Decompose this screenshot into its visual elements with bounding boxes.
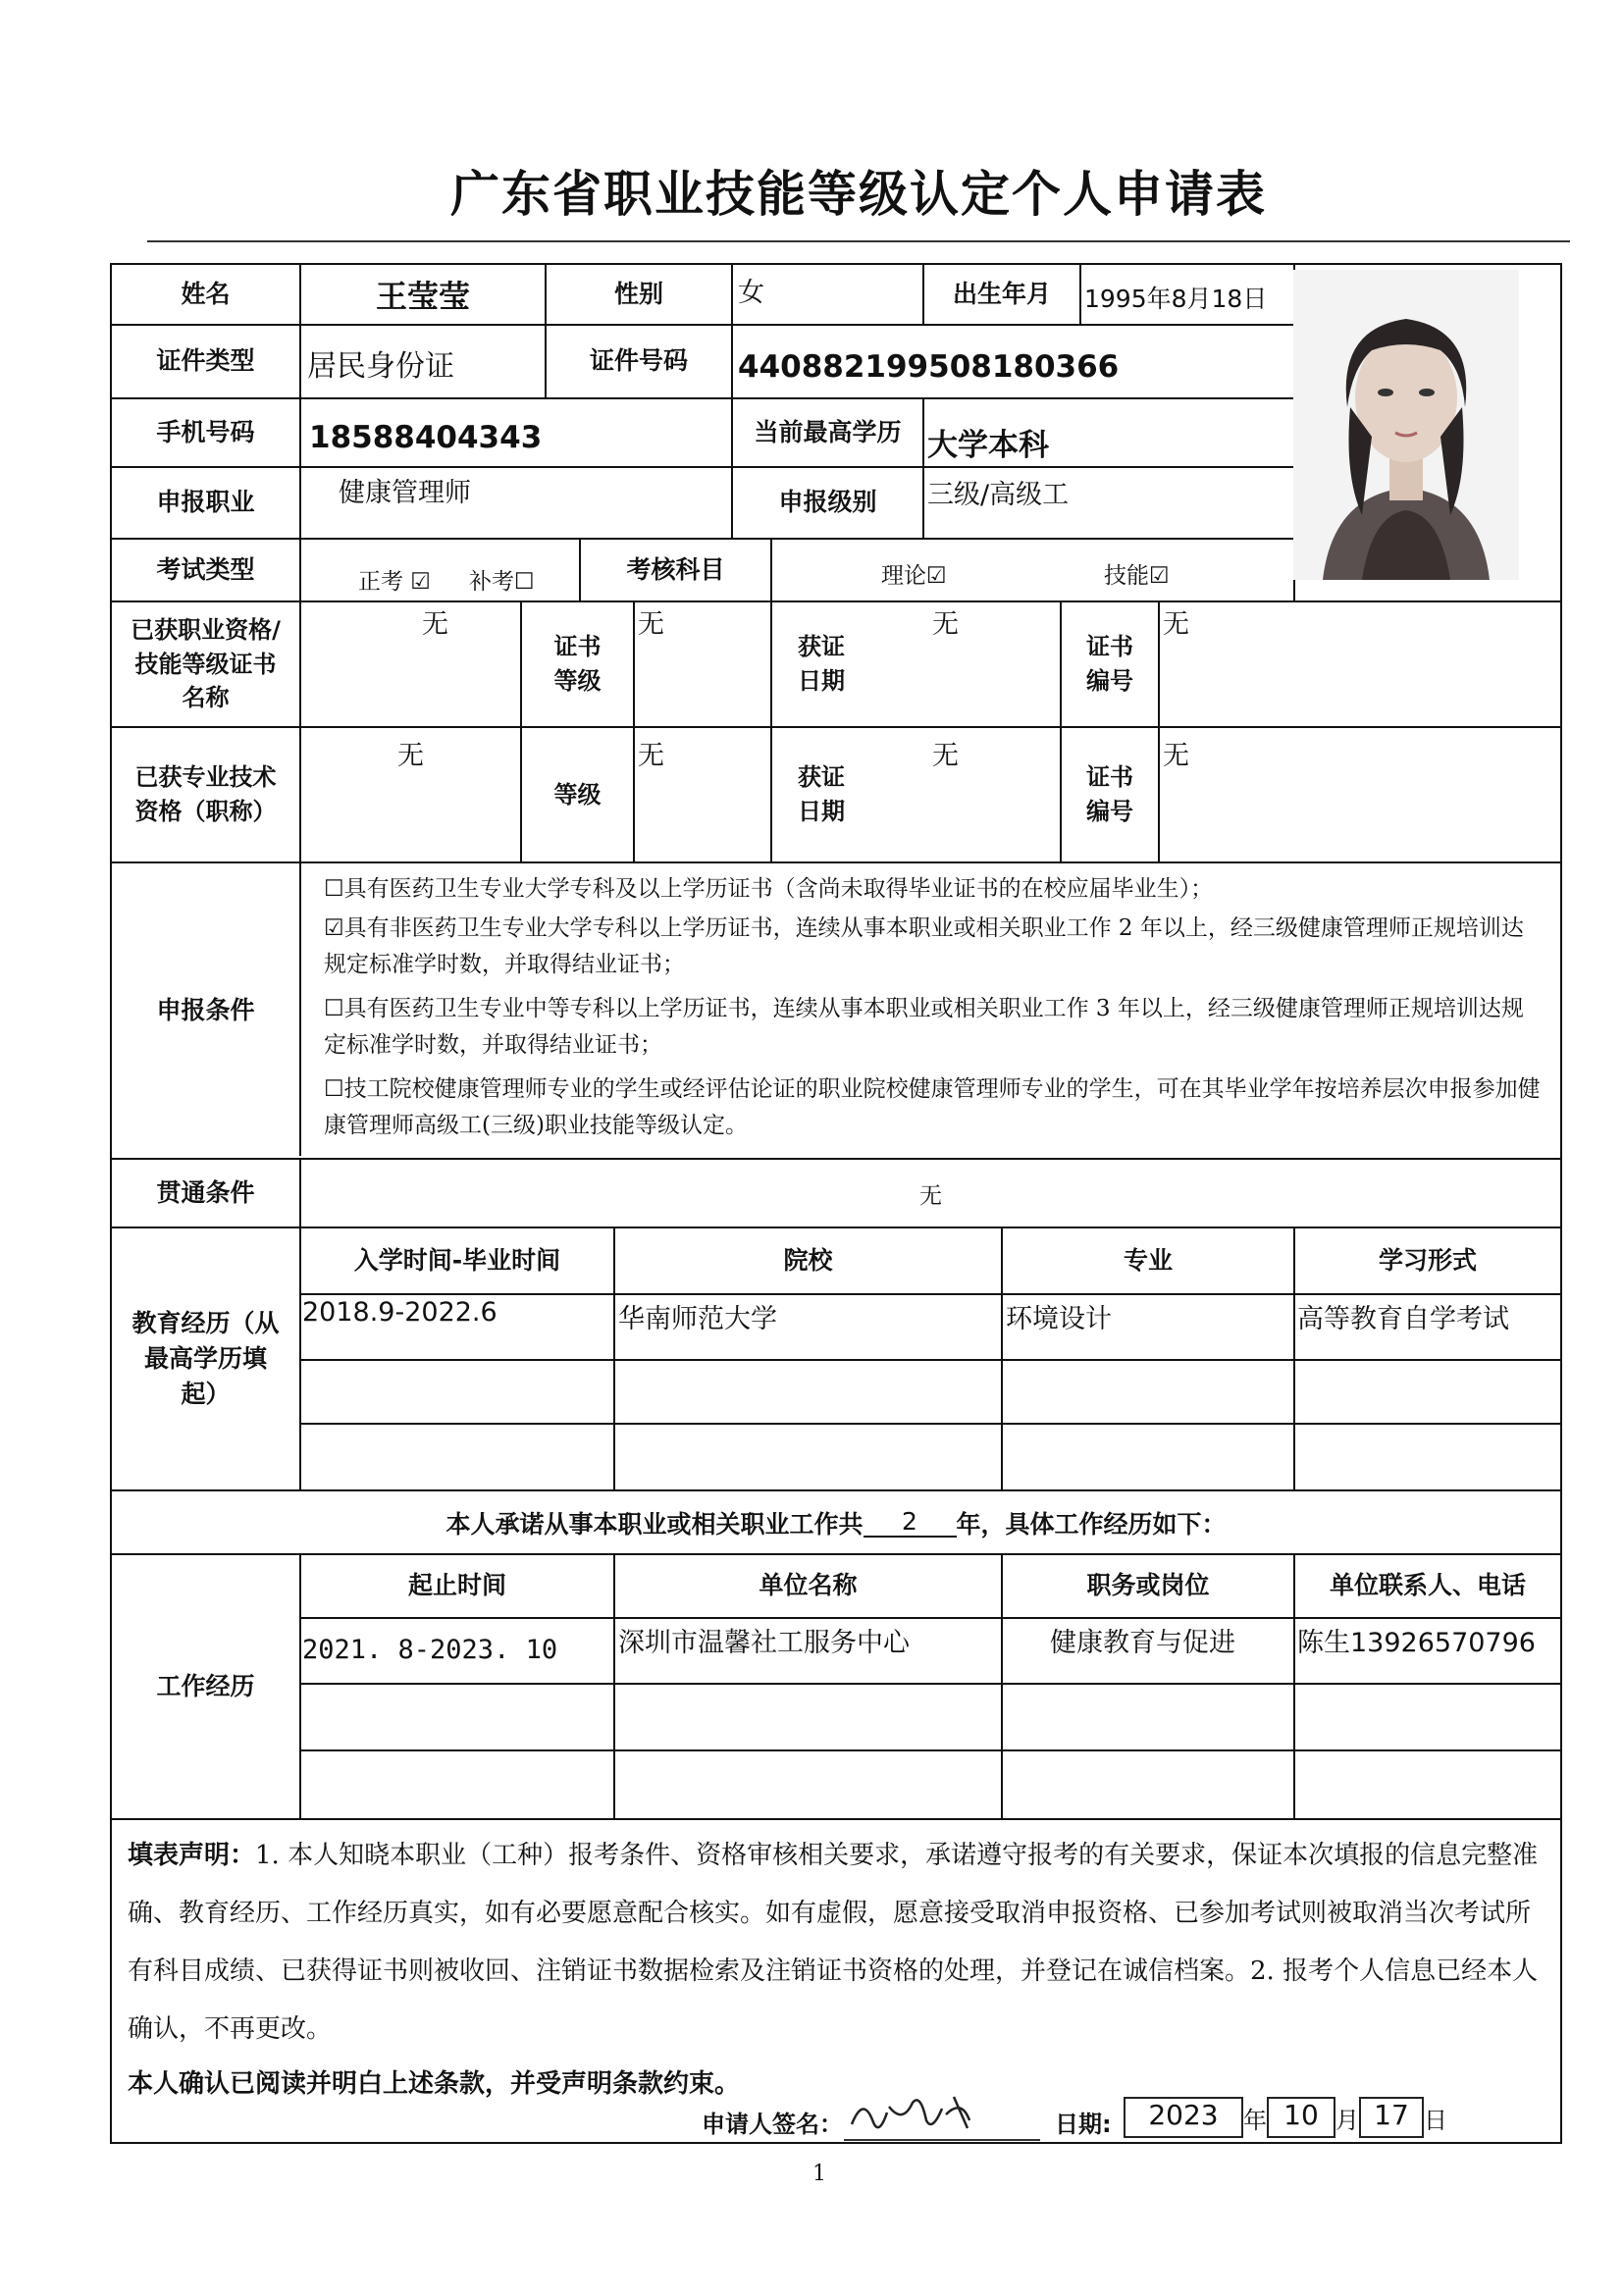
label-gender: 性别 <box>613 279 663 308</box>
month-unit: 月 <box>1335 2106 1359 2134</box>
value-tech-date: 无 <box>932 741 959 771</box>
label-phone: 手机号码 <box>156 417 255 446</box>
col-divider <box>731 263 733 397</box>
label-tech-no: 证书编号 <box>1086 763 1133 825</box>
row-divider <box>110 1818 1562 1820</box>
row-divider <box>110 861 1562 863</box>
label-exam-type: 考试类型 <box>156 554 255 584</box>
edu-row-school: 华南师范大学 <box>618 1304 777 1334</box>
value-cert-no: 无 <box>1163 609 1189 640</box>
sign-label: 申请人签名： <box>702 2111 843 2138</box>
condition-item-3: ☐具有医药卫生专业中等专科以上学历证书，连续从事本职业或相关职业工作 3 年以上，经三级健康管理师正规培训达规定标准学时数，并取得结业证书； <box>324 996 1524 1058</box>
label-id-no: 证件号码 <box>589 346 688 376</box>
commit-suffix: 年，具体工作经历如下： <box>956 1509 1227 1539</box>
declaration-body: 1. 本人知晓本职业（工种）报考条件、资格审核相关要求，承诺遵守报考的有关要求，保证本次填报的信息完整准确、教育经历、工作经历真实，如有必要愿意配合核实。如有虚假，愿意接受取消申报资格、已参加考试则被取消当次考试所有科目成绩、已获得证书则被收回、注销证书数据检索及注销证书资格的处理，并登记在诚信档案。2. 报考个人信息已经本人确认，不再更改。 <box>128 1841 1539 2044</box>
date-day-value: 17 <box>1359 2097 1424 2138</box>
condition-item-4: ☐技工院校健康管理师专业的学生或经评估论证的职业院校健康管理师专业的学生，可在其毕业学年按培养层次申报参加健康管理师高级工(三级)职业技能等级认定。 <box>324 1076 1541 1138</box>
date-label: 日期: <box>1055 2111 1112 2138</box>
label-tech-date: 获证日期 <box>798 763 845 825</box>
title-underline <box>147 240 1570 242</box>
work-header-employer: 单位名称 <box>759 1571 858 1600</box>
date-year-value: 2023 <box>1124 2097 1243 2138</box>
value-edu: 大学本科 <box>927 428 1049 463</box>
label-work-history: 工作经历 <box>156 1671 255 1700</box>
exam-makeup-checkbox[interactable]: 补考☐ <box>469 569 535 595</box>
value-cert-date: 无 <box>932 609 959 640</box>
row-divider <box>299 1617 1562 1619</box>
row-divider <box>299 1749 1562 1751</box>
row-divider <box>299 1683 1562 1685</box>
row-divider <box>299 1359 1562 1361</box>
label-name: 姓名 <box>181 279 231 308</box>
row-divider <box>299 1293 1562 1295</box>
work-header-period: 起止时间 <box>407 1571 506 1600</box>
col-divider <box>922 397 924 538</box>
commit-years: 2 <box>864 1507 957 1538</box>
work-row-employer: 深圳市温馨社工服务中心 <box>618 1628 910 1658</box>
commit-prefix: 本人承诺从事本职业或相关职业工作共 <box>445 1509 864 1539</box>
edu-row-period: 2018.9-2022.6 <box>302 1297 497 1328</box>
value-tech-level: 无 <box>638 741 664 771</box>
edu-header-mode: 学习形式 <box>1378 1245 1477 1275</box>
label-tech-level: 等级 <box>553 780 602 809</box>
year-unit: 年 <box>1243 2106 1267 2134</box>
commitment-line <box>112 1491 1560 1553</box>
work-row-position: 健康教育与促进 <box>1050 1628 1235 1658</box>
edu-header-period: 入学时间-毕业时间 <box>353 1245 561 1275</box>
applicant-signature <box>844 2085 1040 2144</box>
value-tech-no: 无 <box>1163 741 1189 771</box>
row-divider <box>299 1423 1562 1425</box>
label-edu: 当前最高学历 <box>754 417 902 446</box>
edu-row-major: 环境设计 <box>1006 1304 1112 1334</box>
col-divider <box>1079 263 1081 324</box>
page-number: 1 <box>812 2162 826 2186</box>
value-gender: 女 <box>738 278 764 308</box>
edu-row-mode: 高等教育自学考试 <box>1297 1304 1509 1334</box>
label-tech-title: 已获专业技术资格（职称） <box>134 763 277 825</box>
value-cert-name: 无 <box>422 609 448 640</box>
date-fields <box>1124 2096 1447 2139</box>
col-divider <box>299 600 301 1156</box>
edu-header-school: 院校 <box>783 1245 833 1275</box>
declaration-lead: 填表声明： <box>128 1841 256 1870</box>
label-occupation: 申报职业 <box>156 488 255 517</box>
value-tech-title: 无 <box>397 741 424 771</box>
work-header-contact: 单位联系人、电话 <box>1329 1571 1526 1600</box>
value-occupation: 健康管理师 <box>339 478 471 508</box>
value-through-cond: 无 <box>919 1182 942 1209</box>
applicant-photo <box>1293 270 1519 580</box>
theory-checkbox[interactable]: 理论☑ <box>881 563 947 589</box>
value-level: 三级/高级工 <box>927 480 1070 510</box>
form-title: 广东省职业技能等级认定个人申请表 <box>450 165 1267 223</box>
value-cert-level: 无 <box>638 609 664 640</box>
label-level: 申报级别 <box>778 488 877 517</box>
label-edu-history: 教育经历（从最高学历填起） <box>131 1308 280 1409</box>
value-name: 王莹莹 <box>375 278 470 315</box>
label-birth: 出生年月 <box>952 279 1051 308</box>
col-divider <box>770 538 772 600</box>
value-birth: 1995年8月18日 <box>1084 285 1268 313</box>
value-phone: 18588404343 <box>309 420 543 455</box>
work-row-contact: 陈生13926570796 <box>1297 1628 1536 1658</box>
day-unit: 日 <box>1424 2106 1447 2134</box>
condition-item-1: ☐具有医药卫生专业大学专科及以上学历证书（含尚未取得毕业证书的在校应届毕业生）； <box>324 876 1214 902</box>
label-exam-subject: 考核科目 <box>626 554 725 584</box>
label-cert-level: 证书等级 <box>553 633 602 695</box>
value-id-type: 居民身份证 <box>307 349 454 384</box>
label-id-type: 证件类型 <box>156 346 255 376</box>
label-apply-cond: 申报条件 <box>156 995 255 1024</box>
col-divider <box>633 600 635 861</box>
col-divider <box>1158 600 1160 861</box>
exam-regular-checkbox[interactable]: 正考 ☑ <box>358 569 431 595</box>
label-cert-name: 已获职业资格/技能等级证书名称 <box>131 615 281 712</box>
declaration-text <box>128 1827 1541 2059</box>
condition-item-2: ☑具有非医药卫生专业大学专科以上学历证书，连续从事本职业或相关职业工作 2 年以上，经三级健康管理师正规培训达规定标准学时数，并取得结业证书； <box>324 915 1524 977</box>
label-through-cond: 贯通条件 <box>156 1177 255 1207</box>
edu-header-major: 专业 <box>1123 1245 1173 1275</box>
date-month-value: 10 <box>1267 2097 1335 2138</box>
work-row-period: 2021. 8-2023. 10 <box>302 1635 558 1665</box>
label-cert-no: 证书编号 <box>1086 633 1133 695</box>
value-id-no: 440882199508180366 <box>738 349 1120 385</box>
work-header-position: 职务或岗位 <box>1086 1571 1210 1600</box>
label-obtain-date: 获证日期 <box>798 633 845 695</box>
skill-checkbox[interactable]: 技能☑ <box>1104 563 1170 589</box>
declaration-confirm: 本人确认已阅读并明白上述条款，并受声明条款约束。 <box>128 2069 741 2099</box>
